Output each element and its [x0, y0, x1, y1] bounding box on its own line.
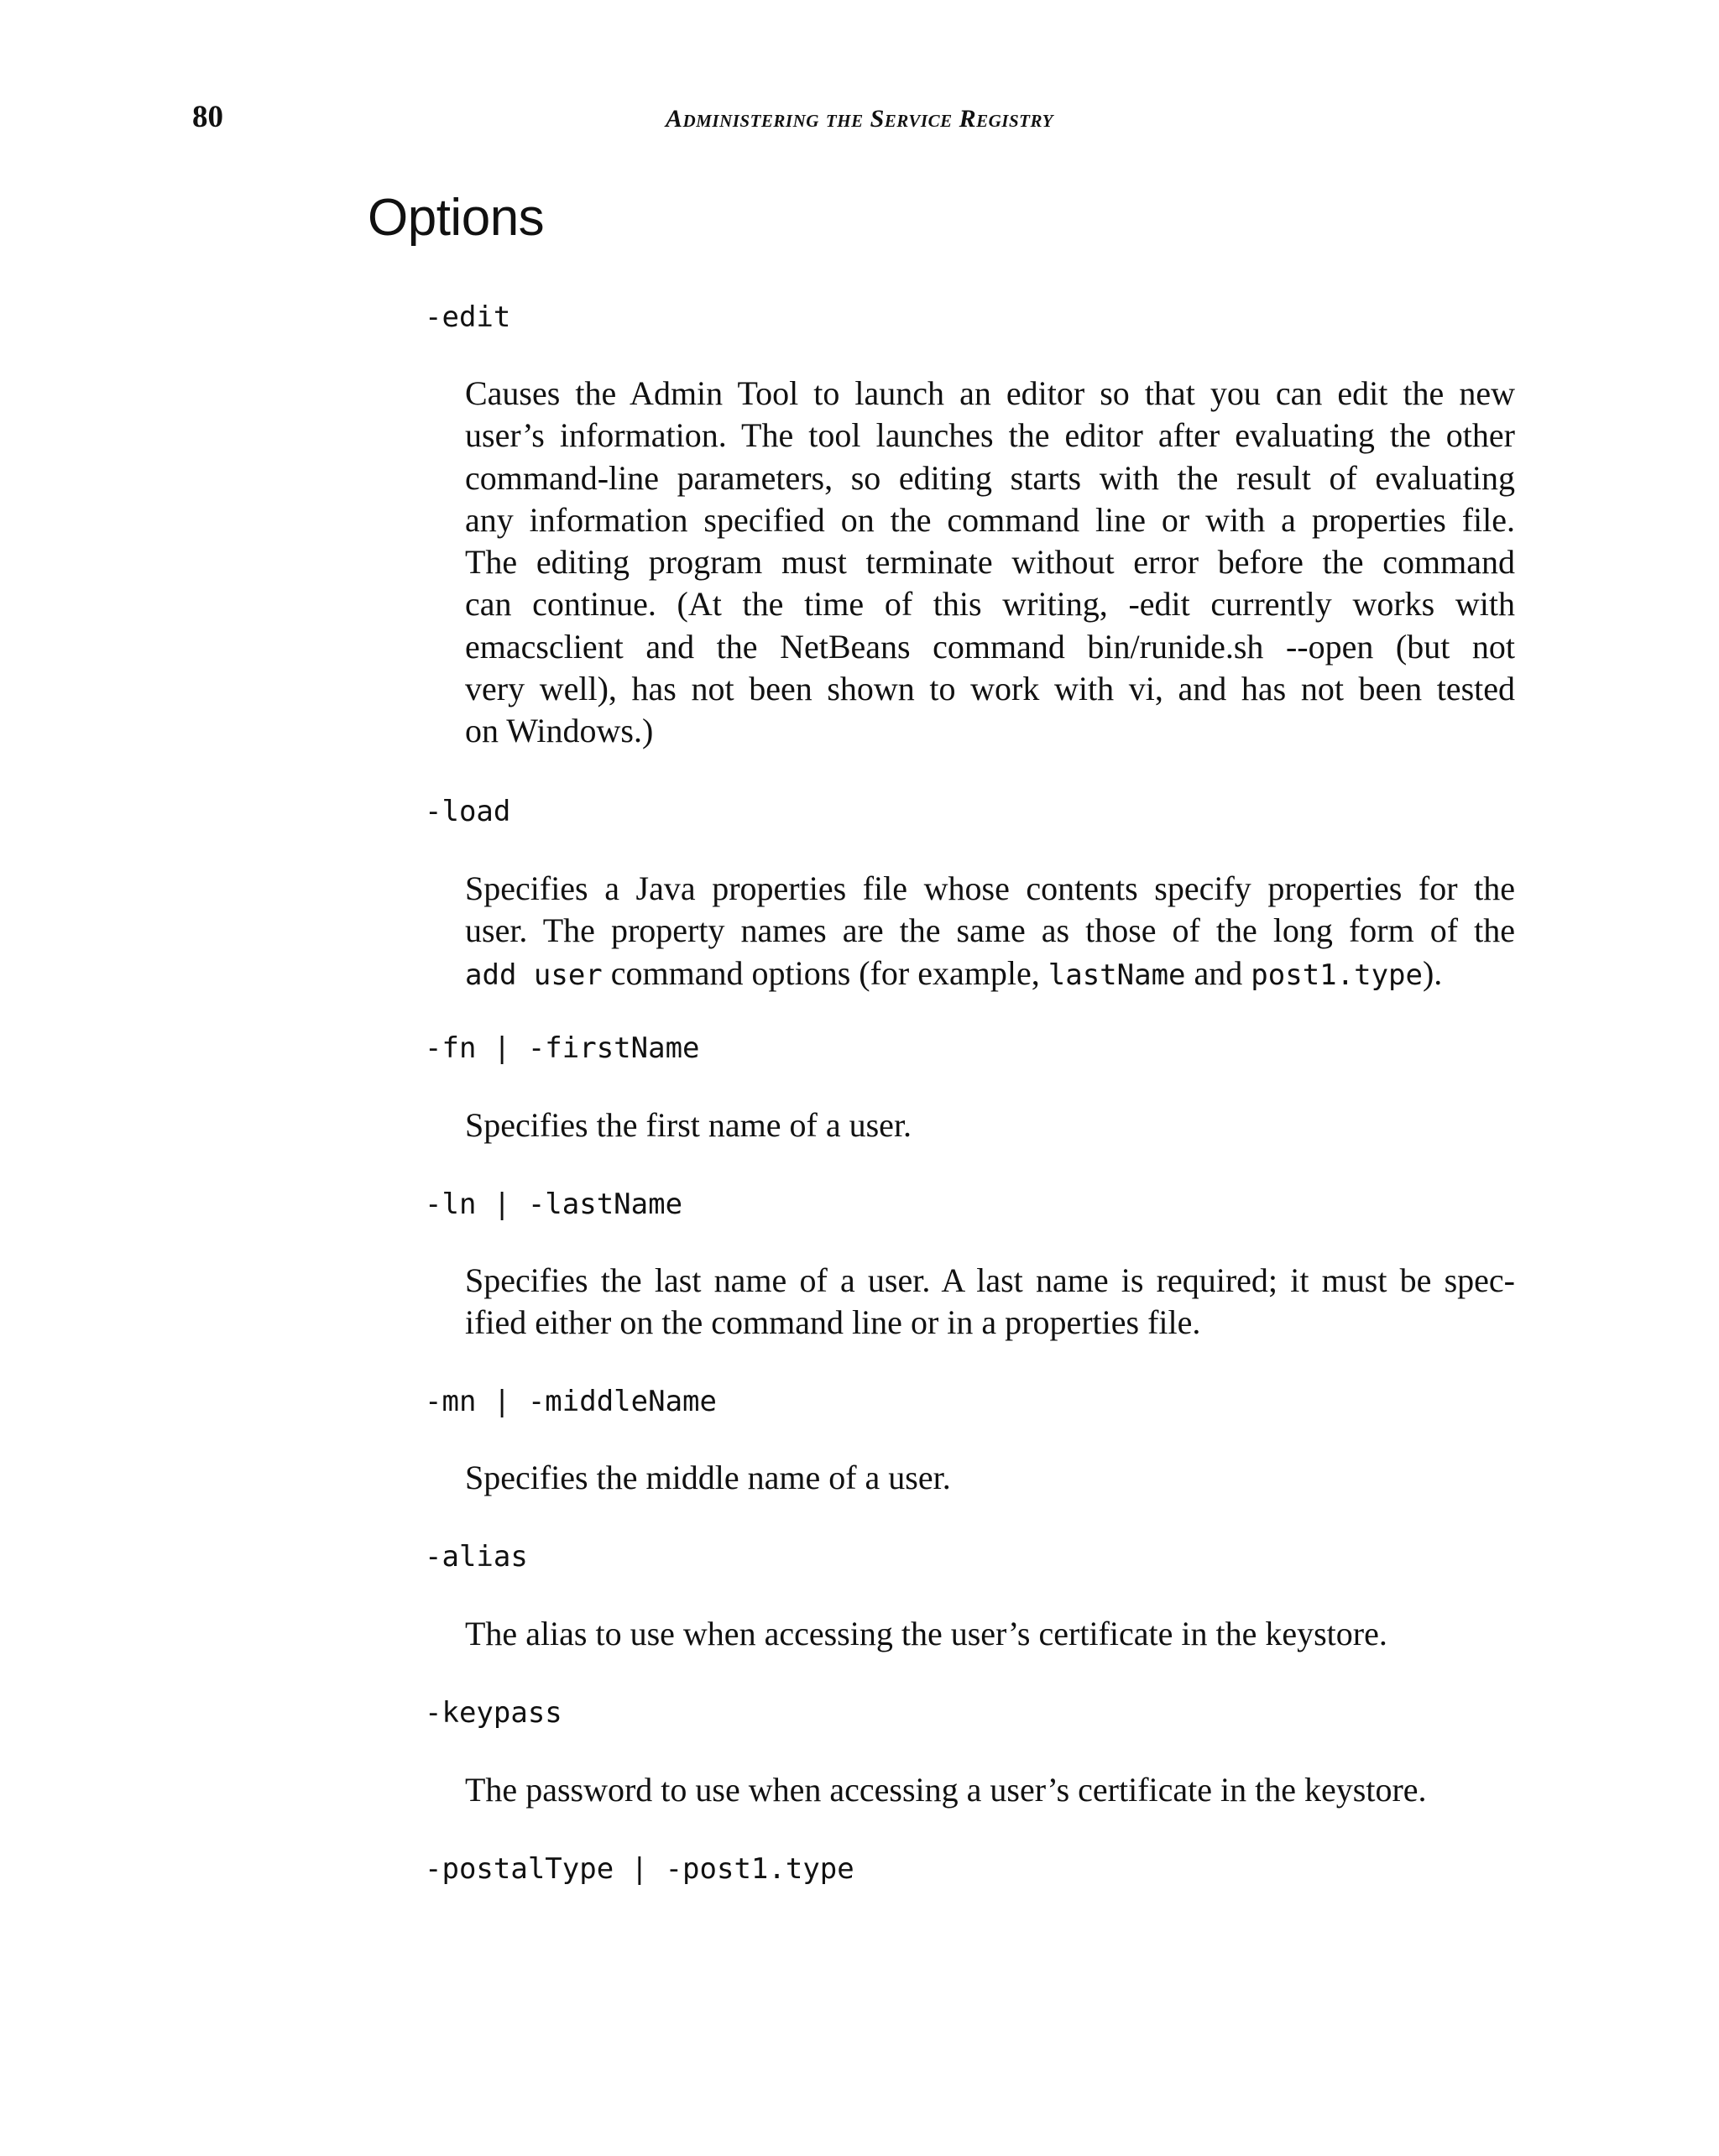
page-number: 80: [192, 100, 223, 134]
description-line: user’s information. The tool launches the editor after evaluating the other: [465, 416, 1515, 455]
inline-text: command options (for example,: [602, 953, 1048, 992]
description-line: Specifies a Java properties file whose contents specify properties for the: [465, 869, 1515, 907]
description-line: ified either on the command line or in a properties file.: [465, 1303, 1201, 1342]
option-description-edit: [465, 373, 1515, 753]
description-line: Specifies the last name of a user. A last name is required; it must be spec-: [465, 1261, 1515, 1299]
description-line: The password to use when accessing a user’s certificate in the keystore.: [465, 1771, 1427, 1809]
inline-code: lastName: [1048, 958, 1186, 992]
description-line: any information specified on the command line or with a properties file.: [465, 500, 1515, 539]
option-description-keypass: [465, 1769, 1515, 1811]
section-title: Options: [368, 189, 545, 247]
description-line: can continue. (At the time of this writing, -edit currently works with: [465, 585, 1515, 624]
option-flag-alias: -alias: [425, 1540, 528, 1574]
option-description-load: [465, 868, 1515, 996]
inline-text: ).: [1422, 953, 1443, 992]
option-description-alias: [465, 1613, 1515, 1655]
description-line: [465, 953, 1515, 996]
inline-text: and: [1185, 953, 1251, 992]
option-description-middlename: [465, 1457, 1515, 1499]
option-flag-postaltype: -postalType | -post1.type: [425, 1852, 854, 1886]
option-flag-firstname: -fn | -firstName: [425, 1031, 700, 1065]
option-description-lastname: [465, 1260, 1515, 1344]
option-flag-keypass: -keypass: [425, 1696, 562, 1730]
description-line: user. The property names are the same as those of the long form of the: [465, 911, 1515, 950]
inline-code: add user: [465, 958, 603, 992]
description-line: Specifies the middle name of a user.: [465, 1459, 951, 1496]
inline-code: post1.type: [1251, 958, 1423, 992]
option-description-firstname: [465, 1104, 1515, 1146]
description-line: The editing program must terminate without error before the command: [465, 543, 1515, 582]
option-flag-middlename: -mn | -middleName: [425, 1385, 717, 1418]
description-line: The alias to use when accessing the user’s certificate in the keystore.: [465, 1615, 1387, 1652]
description-line: on Windows.): [465, 712, 654, 750]
description-line: Causes the Admin Tool to launch an editor so that you can edit the new: [465, 374, 1515, 412]
description-line: Specifies the first name of a user.: [465, 1106, 912, 1144]
running-head: Administering the Service Registry: [666, 105, 1053, 133]
description-line: emacsclient and the NetBeans command bin/runide.sh --open (but not: [465, 627, 1515, 666]
description-line: very well), has not been shown to work with vi, and has not been tested: [465, 670, 1515, 708]
option-flag-load: -load: [425, 795, 511, 828]
option-flag-edit: -edit: [425, 300, 511, 334]
option-flag-lastname: -ln | -lastName: [425, 1188, 683, 1221]
description-line: command-line parameters, so editing starts with the result of evaluating: [465, 458, 1515, 497]
